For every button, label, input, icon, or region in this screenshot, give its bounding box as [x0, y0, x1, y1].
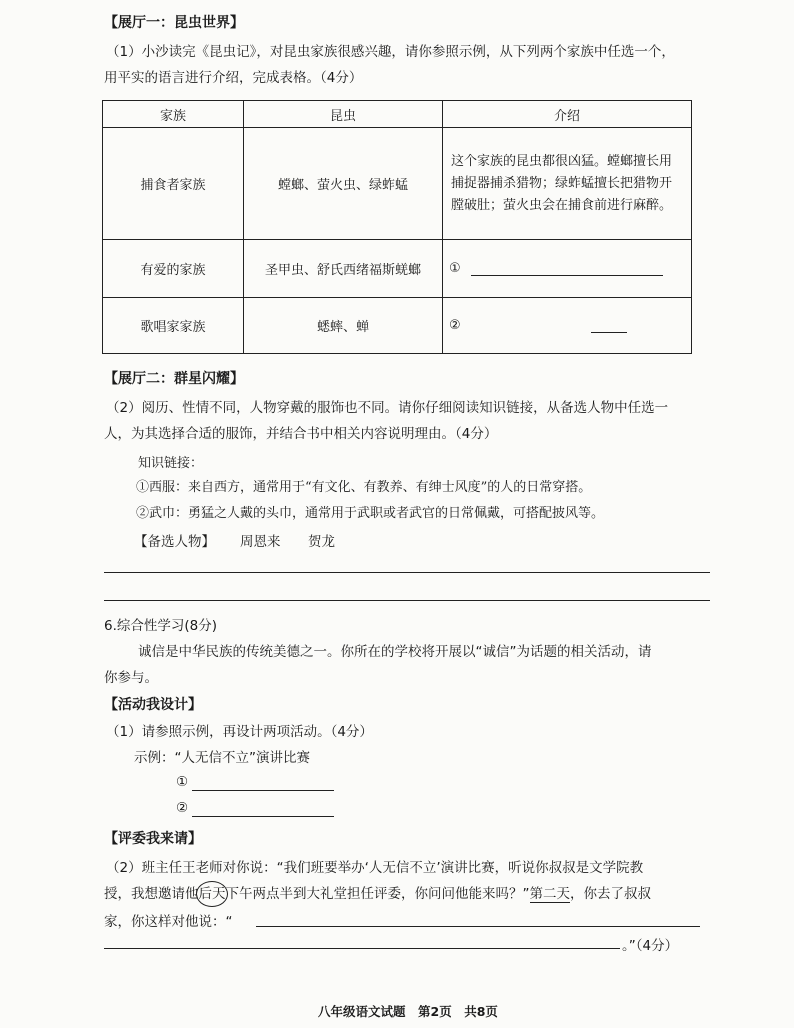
knowledge-item-1: ①西服：来自西方，通常用于“有文化、有教养、有绅士风度”的人的日常穿搭。	[136, 480, 592, 495]
design-example: 示例：“人无信不立”演讲比赛	[134, 750, 310, 766]
answer-line[interactable]	[104, 572, 710, 573]
underlined-word: 第二天	[529, 886, 570, 902]
design-question: （1）请参照示例，再设计两项活动。（4分）	[106, 724, 373, 740]
judge-line2-part-b: 下午两点半到大礼堂担任评委，你问问他能来吗？”	[225, 886, 530, 902]
q1-line1: （1）小沙读完《昆虫记》，对昆虫家族很感兴趣，请你参照示例，从下列两个家族中任选一个，	[106, 44, 675, 60]
design-title: 【活动我设计】	[104, 697, 202, 713]
circled-word	[199, 886, 226, 902]
speech-answer-line[interactable]	[256, 926, 700, 927]
judge-line3: 家，你这样对他说：“	[104, 914, 233, 930]
row2-insects: 圣甲虫、舒氏西绪福斯蜣螂	[244, 240, 443, 298]
row1-intro: 这个家族的昆虫都很凶猛。螳螂擅长用捕捉器捕杀猎物；绿蚱蜢擅长把猎物开膛破肚；萤火虫会在捕食前进行麻醉。	[443, 128, 692, 240]
row3-family: 歌唱家家族	[103, 298, 244, 354]
q2-line1: （2）阅历、性情不同，人物穿戴的服饰也不同。请你仔细阅读知识链接，从备选人物中任选一	[106, 400, 669, 416]
pen-circle-mark	[196, 881, 228, 907]
row2-answer-blank[interactable]	[471, 261, 663, 276]
candidate-zhou: 周恩来	[240, 534, 281, 550]
row1-insects: 螳螂、萤火虫、绿蚱蜢	[244, 128, 443, 240]
circled-word-text: 后天	[198, 886, 226, 902]
hall1-title: 【展厅一：昆虫世界】	[104, 15, 244, 31]
judge-line2-part-a: 授，我想邀请他	[104, 886, 199, 902]
header-family: 家族	[103, 101, 244, 128]
row2-family: 有爱的家族	[103, 240, 244, 298]
speech-answer-line[interactable]	[104, 948, 620, 949]
table-row	[103, 240, 692, 298]
judge-title: 【评委我来请】	[104, 831, 202, 847]
hall2-title: 【展厅二：群星闪耀】	[104, 371, 244, 387]
candidate-he: 贺龙	[308, 534, 335, 550]
table-row	[103, 298, 692, 354]
row3-insects: 蟋蟀、蝉	[244, 298, 443, 354]
knowledge-label: 知识链接：	[138, 456, 204, 471]
header-intro: 介绍	[443, 101, 692, 128]
row2-intro-cell	[443, 240, 692, 298]
row3-answer-blank[interactable]	[591, 318, 627, 333]
insect-table	[102, 100, 692, 354]
table-row	[103, 128, 692, 240]
judge-line1: （2）班主任王老师对你说：“我们班要举办‘人无信不立’演讲比赛，听说你叔叔是文学院教	[106, 860, 644, 876]
candidates-label: 【备选人物】	[134, 534, 215, 550]
judge-line2-part-c: ，你去了叔叔	[570, 886, 651, 902]
page-footer: 八年级语文试题 第2页 共8页	[318, 1004, 498, 1019]
design-blank-2[interactable]	[192, 816, 334, 817]
section6-title: 6.综合性学习(8分)	[104, 618, 218, 634]
q2-line2: 人，为其选择合适的服饰，并结合书中相关内容说明理由。（4分）	[104, 426, 498, 442]
judge-line2	[104, 882, 651, 902]
row3-intro-cell	[443, 298, 692, 354]
knowledge-item-2: ②武巾：勇猛之人戴的头巾，通常用于武职或者武官的日常佩戴，可搭配披风等。	[136, 506, 605, 521]
design-blank-2-marker: ②	[176, 800, 189, 816]
answer-line[interactable]	[104, 600, 710, 601]
row3-intro-marker: ②	[449, 318, 461, 333]
section6-intro-line2: 你参与。	[104, 670, 158, 686]
q1-line2: 用平实的语言进行介绍，完成表格。（4分）	[104, 70, 363, 86]
row1-family: 捕食者家族	[103, 128, 244, 240]
header-insects: 昆虫	[244, 101, 443, 128]
table-header-row	[103, 101, 692, 128]
design-blank-1-marker: ①	[176, 774, 189, 790]
section6-intro-line1: 诚信是中华民族的传统美德之一。你所在的学校将开展以“诚信”为话题的相关活动，请	[138, 644, 652, 660]
design-blank-1[interactable]	[192, 790, 334, 791]
row2-intro-marker: ①	[449, 261, 461, 276]
judge-line4-end: 。”（4分）	[622, 938, 679, 954]
